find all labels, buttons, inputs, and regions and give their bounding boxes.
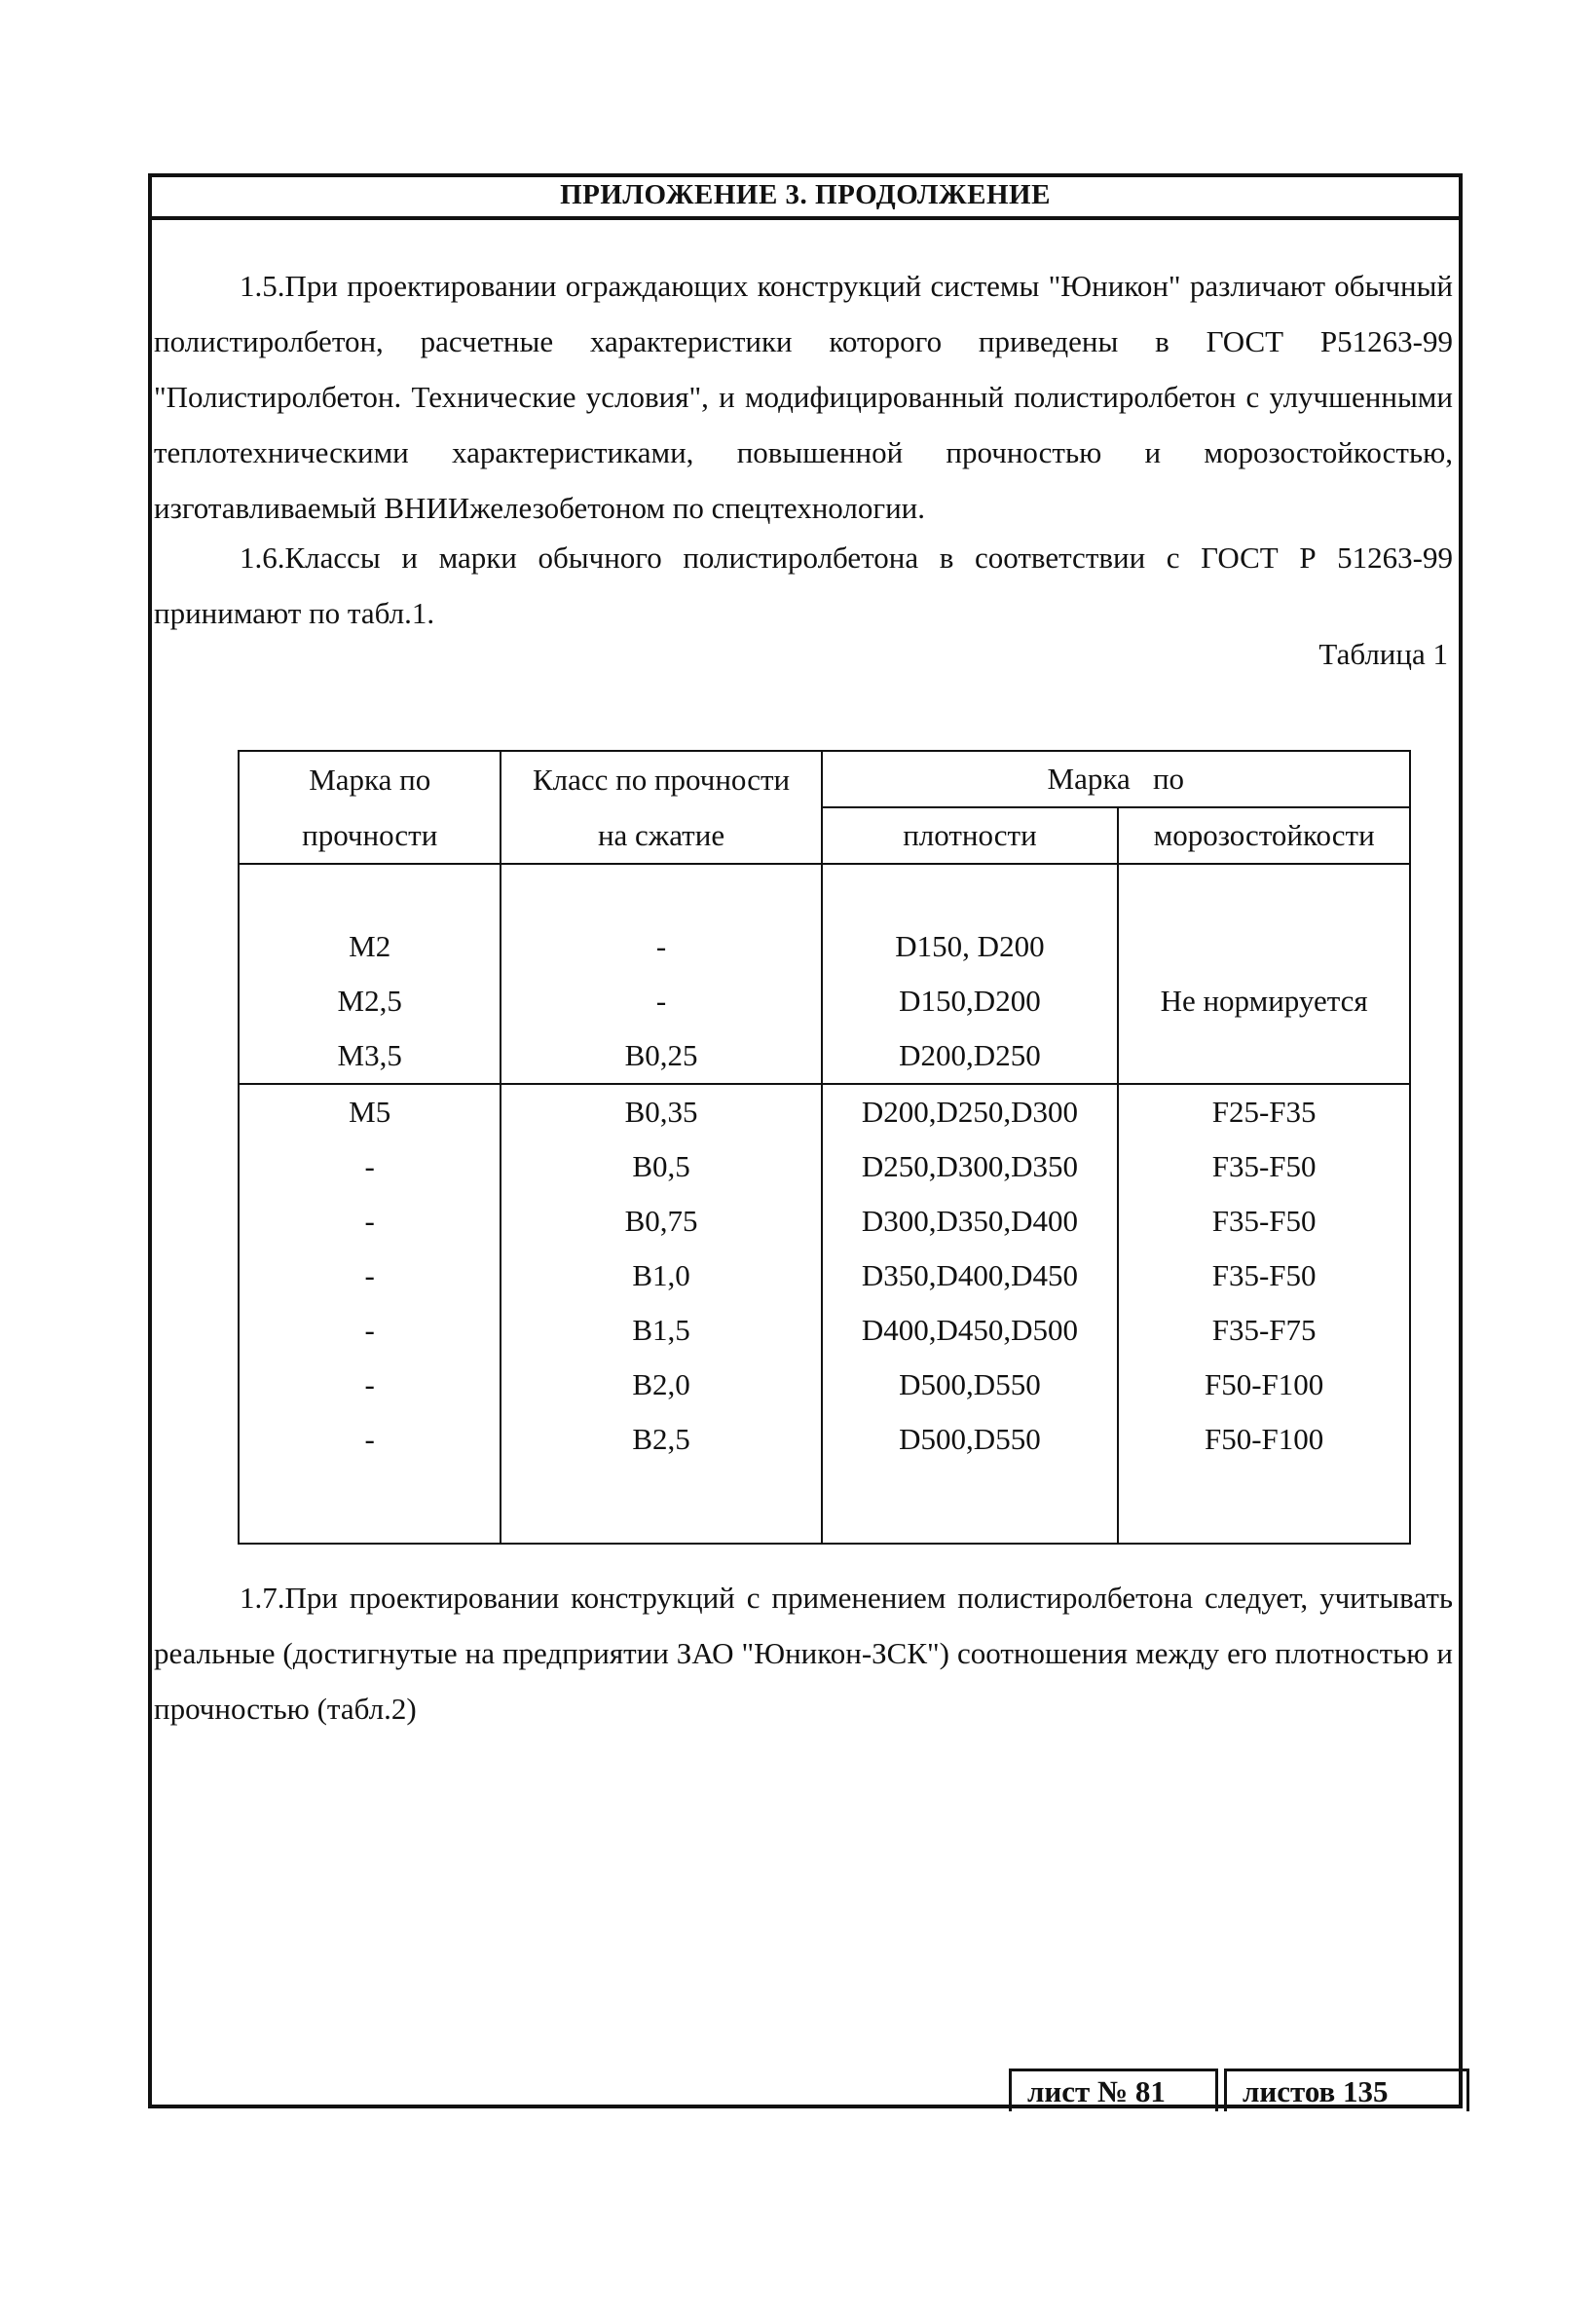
table-caption: Таблица 1: [1318, 637, 1448, 671]
cell-density: D200,D250,D300: [822, 1084, 1119, 1139]
header-col2-line1: Класс по прочности: [501, 751, 821, 807]
cell-grade: -: [239, 1412, 501, 1467]
cell-frost: F35-F75: [1118, 1303, 1410, 1358]
cell-frost-not-normalized: Не нормируется: [1118, 919, 1410, 1084]
cell-frost: F35-F50: [1118, 1194, 1410, 1249]
paragraph-1-6: 1.6.Классы и марки обычного полистиролбетона в соответствии с ГОСТ Р 51263-99 принимают по табл.1.: [154, 540, 1453, 630]
cell-grade: М2,5: [239, 974, 501, 1028]
cell-density: D500,D550: [822, 1412, 1119, 1467]
table-row: [239, 1194, 1410, 1249]
cell-frost: F35-F50: [1118, 1249, 1410, 1303]
table-row: [239, 1084, 1410, 1139]
table-row: [239, 919, 1410, 974]
cell-class: В1,0: [501, 1249, 821, 1303]
cell-grade: -: [239, 1249, 501, 1303]
header-group: Марка по: [822, 751, 1410, 807]
cell-frost: F50-F100: [1118, 1412, 1410, 1467]
cell-class: В0,5: [501, 1139, 821, 1194]
page-header: [148, 173, 1463, 220]
table-row: [239, 1303, 1410, 1358]
cell-grade: -: [239, 1303, 501, 1358]
footer-stamp: [1009, 2069, 1469, 2111]
cell-class: В0,75: [501, 1194, 821, 1249]
header-title: ПРИЛОЖЕНИЕ 3. ПРОДОЛЖЕНИЕ: [560, 178, 1051, 210]
paragraph-1-5: 1.5.При проектировании ограждающих конструкций системы "Юникон" различают обычный полистиролбетон, расчетные характеристики которого приведены в ГОСТ Р51263-99 "Полистиролбетон. Технические условия", и модифицированный полистиролбетон с улучшенными теплотехническими характеристиками, повышенной прочностью и морозостойкостью, изготавливаемый ВНИИжелезобетоном по спецтехнологии.: [154, 269, 1453, 525]
paragraph-1-7: 1.7.При проектировании конструкций с применением полистиролбетона следует, учитывать реальные (достигнутые на предприятии ЗАО "Юникон-ЗСК") соотношения между его плотностью и прочностью (табл.2): [154, 1581, 1453, 1726]
sheet-number: лист № 81: [1009, 2069, 1218, 2111]
cell-density: D350,D400,D450: [822, 1249, 1119, 1303]
cell-class: В2,5: [501, 1412, 821, 1467]
cell-density: D300,D350,D400: [822, 1194, 1119, 1249]
table-row: [239, 1139, 1410, 1194]
cell-class: В0,25: [501, 1028, 821, 1084]
cell-grade: М3,5: [239, 1028, 501, 1084]
header-density: плотности: [822, 807, 1119, 864]
cell-class: -: [501, 974, 821, 1028]
cell-class: В2,0: [501, 1358, 821, 1412]
cell-class: В1,5: [501, 1303, 821, 1358]
cell-frost: F50-F100: [1118, 1358, 1410, 1412]
cell-class: -: [501, 919, 821, 974]
cell-grade: -: [239, 1194, 501, 1249]
cell-frost: F25-F35: [1118, 1084, 1410, 1139]
cell-density: D200,D250: [822, 1028, 1119, 1084]
cell-density: D400,D450,D500: [822, 1303, 1119, 1358]
table-1: [238, 750, 1411, 1545]
header-frost: морозостойкости: [1118, 807, 1410, 864]
cell-density: D250,D300,D350: [822, 1139, 1119, 1194]
cell-grade: М5: [239, 1084, 501, 1139]
cell-class: В0,35: [501, 1084, 821, 1139]
cell-density: D150, D200: [822, 919, 1119, 974]
cell-density: D500,D550: [822, 1358, 1119, 1412]
header-col1-line2: прочности: [239, 807, 501, 864]
cell-grade: -: [239, 1358, 501, 1412]
cell-grade: М2: [239, 919, 501, 974]
cell-density: D150,D200: [822, 974, 1119, 1028]
header-col2-line2: на сжатие: [501, 807, 821, 864]
cell-frost: F35-F50: [1118, 1139, 1410, 1194]
sheets-total: листов 135: [1224, 2069, 1469, 2111]
table-row: [239, 1249, 1410, 1303]
header-col1-line1: Марка по: [239, 751, 501, 807]
cell-grade: -: [239, 1139, 501, 1194]
table-row: [239, 1358, 1410, 1412]
table-row: [239, 1412, 1410, 1467]
